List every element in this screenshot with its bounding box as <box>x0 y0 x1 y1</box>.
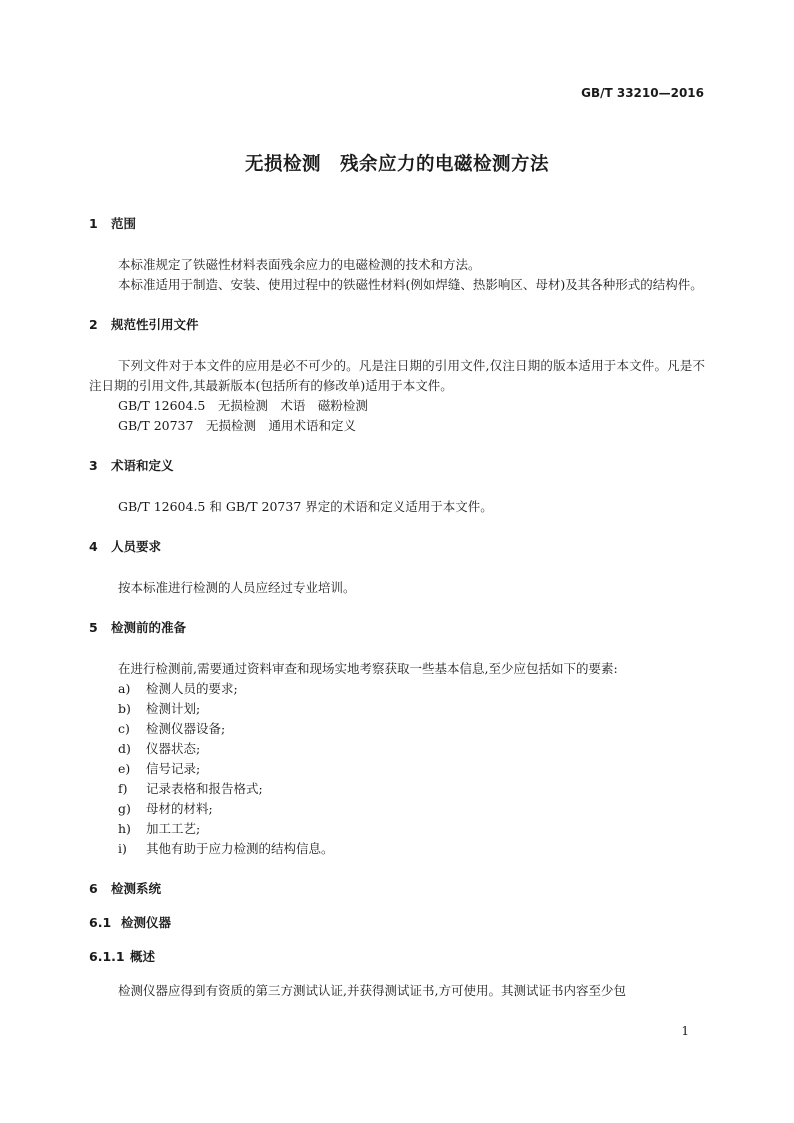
list-marker: d) <box>118 741 131 756</box>
subsubsection-number: 6.1.1 <box>89 949 125 964</box>
list-marker: a) <box>118 681 131 696</box>
reference-item: GB/T 20737 无损检测 通用术语和定义 <box>118 418 356 433</box>
document-body <box>89 214 705 1001</box>
subsection-number: 6.1 <box>89 915 112 930</box>
section-title: 术语和定义 <box>111 458 174 473</box>
list-item <box>89 759 705 779</box>
list-item <box>89 779 705 799</box>
paragraph: 本标准规定了铁磁性材料表面残余应力的电磁检测的技术和方法。 <box>118 257 481 272</box>
list-marker: i) <box>118 841 127 856</box>
list-item <box>89 679 705 699</box>
page-number: 1 <box>681 1024 689 1038</box>
document-code: GB/T 33210—2016 <box>581 86 704 100</box>
list-item <box>89 739 705 759</box>
list-text: 检测人员的要求; <box>146 681 238 696</box>
paragraph: 在进行检测前,需要通过资料审查和现场实地考察获取一些基本信息,至少应包括如下的要素: <box>118 661 618 676</box>
list-item <box>89 839 705 859</box>
list-marker: h) <box>118 821 131 836</box>
list-marker: b) <box>118 701 131 716</box>
paragraph: 下列文件对于本文件的应用是必不可少的。凡是注日期的引用文件,仅注日期的版本适用于本文件。凡是不注日期的引用文件,其最新版本(包括所有的修改单)适用于本文件。 <box>89 358 705 393</box>
list-text: 加工工艺; <box>146 821 201 836</box>
section-heading-test-system <box>89 879 705 899</box>
list-marker: g) <box>118 801 131 816</box>
list-marker: c) <box>118 721 130 736</box>
section-number: 5 <box>89 620 98 635</box>
list-text: 记录表格和报告格式; <box>146 781 263 796</box>
paragraph: 本标准适用于制造、安装、使用过程中的铁磁性材料(例如焊缝、热影响区、母材)及其各种形式的结构件。 <box>118 277 703 292</box>
section-number: 6 <box>89 881 98 896</box>
list-text: 检测计划; <box>146 701 201 716</box>
subsubsection-heading-overview <box>89 947 705 967</box>
paragraph: 检测仪器应得到有资质的第三方测试认证,并获得测试证书,方可使用。其测试证书内容至少包 <box>118 983 626 998</box>
section-heading-preparation <box>89 618 705 638</box>
list-item <box>89 719 705 739</box>
reference-item: GB/T 12604.5 无损检测 术语 磁粉检测 <box>118 398 368 413</box>
list-text: 检测仪器设备; <box>146 721 226 736</box>
list-item <box>89 799 705 819</box>
list-text: 仪器状态; <box>146 741 201 756</box>
document-title: 无损检测 残余应力的电磁检测方法 <box>244 154 549 175</box>
section-title: 检测系统 <box>111 881 162 896</box>
subsubsection-title: 概述 <box>130 949 156 964</box>
section-number: 1 <box>89 216 98 231</box>
section-heading-terms <box>89 456 705 476</box>
section-heading-normative-references <box>89 315 705 335</box>
section-number: 2 <box>89 317 98 332</box>
list-text: 母材的材料; <box>146 801 213 816</box>
paragraph: GB/T 12604.5 和 GB/T 20737 界定的术语和定义适用于本文件。 <box>118 499 493 514</box>
list-item <box>89 819 705 839</box>
section-number: 3 <box>89 458 98 473</box>
section-title: 范围 <box>111 216 137 231</box>
subsection-title: 检测仪器 <box>121 915 172 930</box>
subsection-heading-instrument <box>89 913 705 933</box>
paragraph: 按本标准进行检测的人员应经过专业培训。 <box>118 580 356 595</box>
section-heading-personnel <box>89 537 705 557</box>
section-title: 人员要求 <box>111 539 162 554</box>
list-text: 信号记录; <box>146 761 201 776</box>
section-number: 4 <box>89 539 98 554</box>
section-title: 规范性引用文件 <box>111 317 199 332</box>
section-title: 检测前的准备 <box>111 620 187 635</box>
list-text: 其他有助于应力检测的结构信息。 <box>146 841 334 856</box>
list-item <box>89 699 705 719</box>
list-marker: f) <box>118 781 128 796</box>
section-heading-scope <box>89 214 705 234</box>
list-marker: e) <box>118 761 131 776</box>
